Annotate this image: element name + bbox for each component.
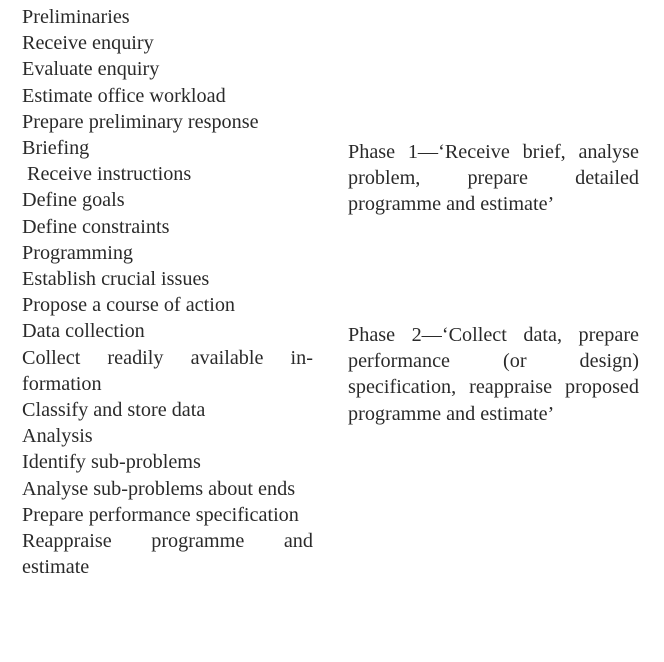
task-line: Reappraise programme and estimate bbox=[22, 530, 313, 579]
task-line: Programming bbox=[22, 241, 134, 264]
task-line: Collect readily available information bbox=[22, 346, 313, 395]
task-line: Classify and store data bbox=[22, 399, 206, 422]
task-line: Preliminaries bbox=[22, 6, 130, 28]
task-line: Briefing bbox=[22, 137, 90, 160]
phase-note-1: Phase 1—‘Receive brief, analyse problem, prepare detailed programme and estimate’ bbox=[348, 141, 639, 216]
task-line: Propose a course of action bbox=[22, 294, 236, 317]
task-list-column bbox=[22, 4, 313, 580]
phase-note-2: Phase 2—‘Collect data, prepare performance (or design) specification, reappraise proposed programme and estimate’ bbox=[348, 324, 639, 425]
task-line: Data collection bbox=[22, 320, 145, 343]
task-line: Receive enquiry bbox=[22, 32, 154, 55]
task-line: Receive instructions bbox=[27, 163, 192, 186]
task-line: Prepare performance specification bbox=[22, 503, 299, 526]
task-line: Establish crucial issues bbox=[22, 268, 210, 291]
task-line: Define constraints bbox=[22, 215, 170, 238]
task-line: Analysis bbox=[22, 425, 93, 448]
task-line: Analyse sub-problems about ends bbox=[22, 477, 296, 500]
task-line: Evaluate enquiry bbox=[22, 58, 160, 81]
task-line: Define goals bbox=[22, 189, 125, 212]
task-line: Prepare preliminary response bbox=[22, 110, 259, 133]
task-line: Identify sub-problems bbox=[22, 451, 201, 474]
task-line: Estimate office workload bbox=[22, 84, 226, 107]
